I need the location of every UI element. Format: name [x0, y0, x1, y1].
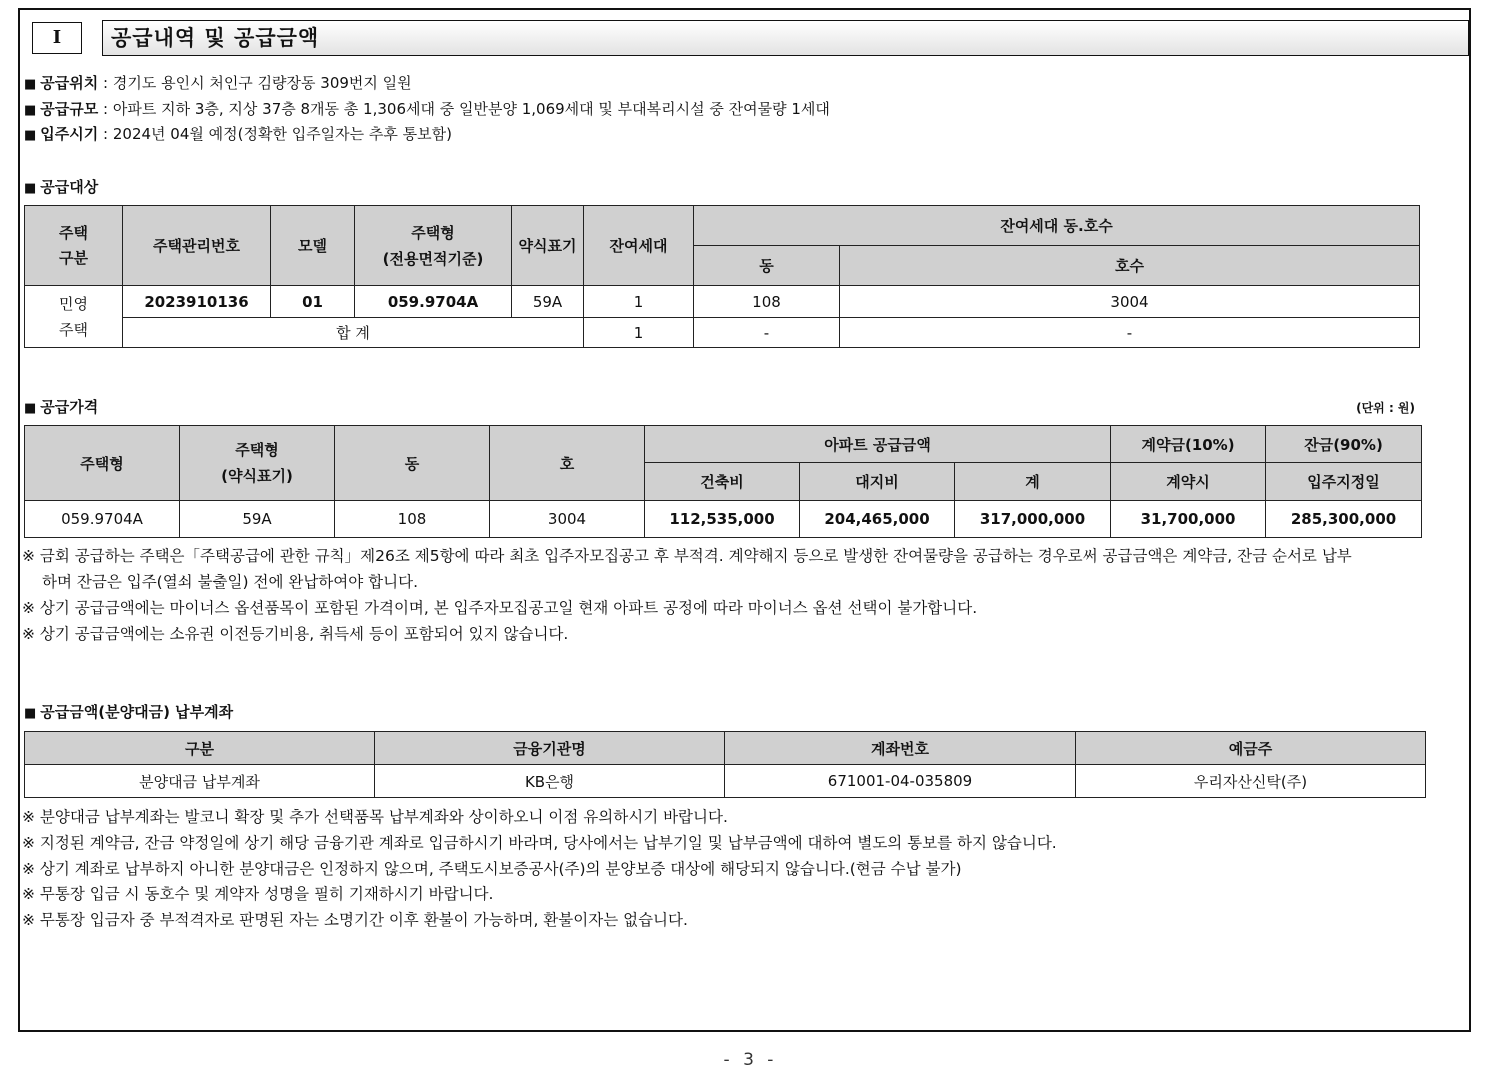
cell-dong: 108	[694, 286, 840, 318]
header-balance: 잔금(90%)	[1266, 426, 1422, 463]
info-text: : 2024년 04월 예정(정확한 입주일자는 추후 통보함)	[98, 125, 452, 143]
header-building: 건축비	[645, 463, 800, 501]
header-land: 대지비	[800, 463, 955, 501]
cell-category: 분양대금 납부계좌	[25, 765, 375, 798]
cell-dong: 108	[335, 501, 490, 538]
header-balance-when: 입주지정일	[1266, 463, 1422, 501]
cell-house-type: 059.9704A	[355, 286, 512, 318]
header-apt-amount: 아파트 공급금액	[645, 426, 1111, 463]
header-sum: 계	[955, 463, 1111, 501]
supply-price-heading	[24, 396, 98, 417]
price-note: ※ 상기 공급금액에는 소유권 이전등기비용, 취득세 등이 포함되어 있지 않습니다.	[22, 625, 569, 643]
cell-model: 01	[271, 286, 355, 318]
info-label: 공급위치	[40, 74, 99, 92]
unit-label: (단위 : 원)	[1356, 401, 1415, 415]
price-note: 하며 잔금은 입주(열쇠 불출일) 전에 완납하여야 합니다.	[42, 573, 418, 591]
header-category: 구분	[25, 732, 375, 765]
account-note: ※ 지정된 계약금, 잔금 약정일에 상기 해당 금융기관 계좌로 입금하시기 바라며, 당사에서는 납부기일 및 납부금액에 대하여 별도의 통보를 하지 않습니다.	[22, 834, 1057, 852]
account-note: ※ 무통장 입금자 중 부적격자로 판명된 자는 소명기간 이후 환불이 가능하며, 환불이자는 없습니다.	[22, 911, 688, 929]
bullet-square: ■	[24, 103, 37, 118]
header-remaining: 잔여세대	[584, 206, 694, 286]
header-ho: 호	[490, 426, 645, 501]
cell-total-dong: -	[694, 318, 840, 348]
cell-holder: 우리자산신탁(주)	[1076, 765, 1426, 798]
header-model: 모델	[271, 206, 355, 286]
cell-house-type: 059.9704A	[25, 501, 180, 538]
cell-total-label: 합 계	[123, 318, 584, 348]
cell-housing-type: 민영 주택	[25, 286, 123, 348]
cell-ho: 3004	[490, 501, 645, 538]
info-text: : 아파트 지하 3층, 지상 37층 8개동 총 1,306세대 중 일반분양 1,069세대 및 부대복리시설 중 잔여물량 1세대	[98, 100, 830, 118]
section-number: I	[32, 22, 82, 54]
supply-target-heading	[24, 176, 98, 197]
info-scale	[24, 98, 830, 119]
cell-deposit: 31,700,000	[1111, 501, 1266, 538]
bullet-square: ■	[24, 128, 37, 143]
header-mgmt-no: 주택관리번호	[123, 206, 271, 286]
cell-mgmt-no: 2023910136	[123, 286, 271, 318]
account-note: ※ 상기 계좌로 납부하지 아니한 분양대금은 인정하지 않으며, 주택도시보증공사(주)의 분양보증 대상에 해당되지 않습니다.(현금 수납 불가)	[22, 860, 962, 878]
cell-short: 59A	[180, 501, 335, 538]
supply-price-table	[24, 425, 1422, 538]
cell-land: 204,465,000	[800, 501, 955, 538]
bullet-square: ■	[24, 706, 37, 721]
cell-remaining: 1	[584, 286, 694, 318]
account-heading-text: 공급금액(분양대금) 납부계좌	[40, 703, 234, 721]
cell-building: 112,535,000	[645, 501, 800, 538]
header-house-type: 주택형 (전용면적기준)	[355, 206, 512, 286]
info-location	[24, 72, 412, 93]
cell-bank: KB은행	[375, 765, 725, 798]
header-dong: 동	[694, 246, 840, 286]
header-account-no: 계좌번호	[725, 732, 1076, 765]
header-bank: 금융기관명	[375, 732, 725, 765]
cell-balance: 285,300,000	[1266, 501, 1422, 538]
header-dong: 동	[335, 426, 490, 501]
header-ho: 호수	[840, 246, 1420, 286]
section-header	[26, 17, 1465, 57]
cell-total-ho: -	[840, 318, 1420, 348]
account-note: ※ 분양대금 납부계좌는 발코니 확장 및 추가 선택품목 납부계좌와 상이하오니 이점 유의하시기 바랍니다.	[22, 808, 728, 826]
price-note: ※ 상기 공급금액에는 마이너스 옵션품목이 포함된 가격이며, 본 입주자모집공고일 현재 아파트 공정에 따라 마이너스 옵션 선택이 불가합니다.	[22, 599, 978, 617]
header-house-type-short: 주택형 (약식표기)	[180, 426, 335, 501]
supply-target-heading-text: 공급대상	[40, 178, 99, 196]
account-note: ※ 무통장 입금 시 동호수 및 계약자 성명을 필히 기재하시기 바랍니다.	[22, 885, 494, 903]
header-deposit: 계약금(10%)	[1111, 426, 1266, 463]
supply-target-table	[24, 205, 1420, 348]
bullet-square: ■	[24, 401, 37, 416]
account-heading	[24, 701, 233, 722]
bullet-square: ■	[24, 77, 37, 92]
info-label: 공급규모	[40, 100, 99, 118]
header-holder: 예금주	[1076, 732, 1426, 765]
cell-sum: 317,000,000	[955, 501, 1111, 538]
cell-account-no: 671001-04-035809	[725, 765, 1076, 798]
page-number: - 3 -	[723, 1050, 778, 1070]
info-text: : 경기도 용인시 처인구 김량장동 309번지 일원	[98, 74, 412, 92]
section-title: 공급내역 및 공급금액	[102, 20, 1469, 56]
cell-short: 59A	[512, 286, 584, 318]
header-house-type: 주택형	[25, 426, 180, 501]
header-housing-type: 주택구분	[25, 206, 123, 286]
supply-price-heading-text: 공급가격	[40, 398, 99, 416]
account-table	[24, 731, 1426, 798]
cell-ho: 3004	[840, 286, 1420, 318]
header-unit-group: 잔여세대 동.호수	[694, 206, 1420, 246]
price-note: ※ 금회 공급하는 주택은「주택공급에 관한 규칙」제26조 제5항에 따라 최초 입주자모집공고 후 부적격. 계약해지 등으로 발생한 잔여물량을 공급하는 경우로써 공급금액은 계약금, 잔금 순서로 납부	[22, 547, 1352, 565]
header-deposit-when: 계약시	[1111, 463, 1266, 501]
cell-total-remaining: 1	[584, 318, 694, 348]
info-movein	[24, 123, 452, 144]
bullet-square: ■	[24, 181, 37, 196]
info-label: 입주시기	[40, 125, 99, 143]
header-short: 약식표기	[512, 206, 584, 286]
document-frame	[18, 8, 1471, 1032]
